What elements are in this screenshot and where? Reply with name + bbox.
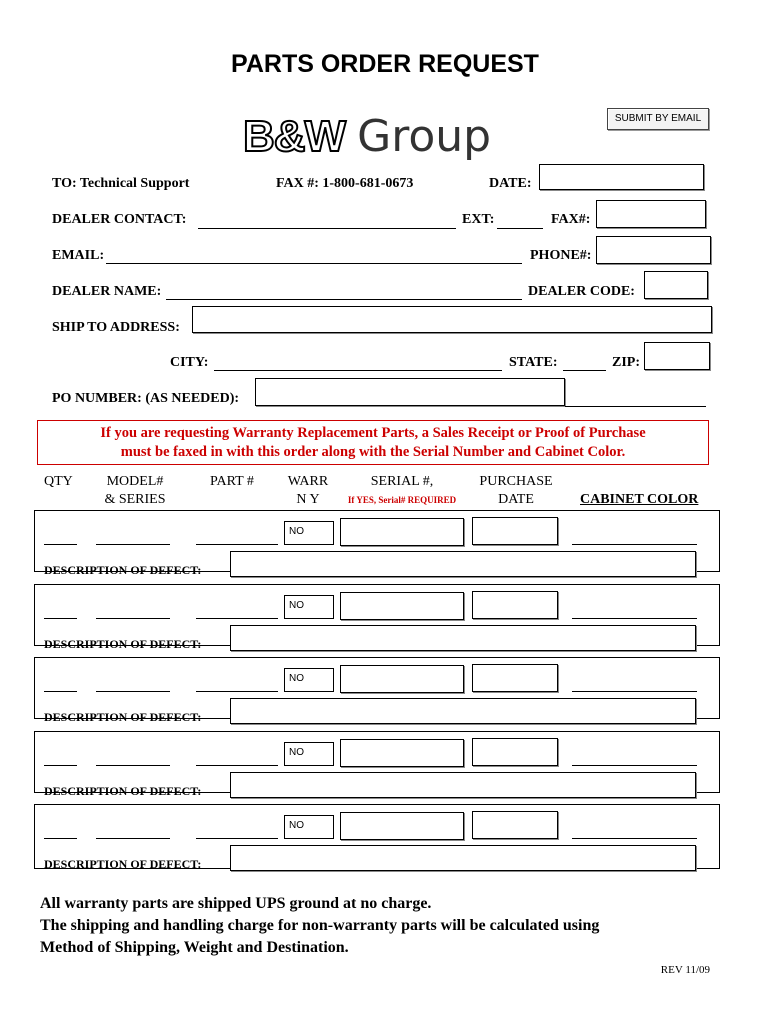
revision-label: REV 11/09 <box>660 964 710 976</box>
description-of-defect-label: DESCRIPTION OF DEFECT: <box>44 637 202 651</box>
dealer-code-field[interactable] <box>644 271 708 299</box>
qty-field[interactable] <box>44 764 77 766</box>
part-field[interactable] <box>196 764 278 766</box>
qty-field[interactable] <box>44 837 77 839</box>
warranty-warning <box>37 420 709 465</box>
footer-line-3: Method of Shipping, Weight and Destination. <box>40 939 349 956</box>
purchase-date-field[interactable] <box>472 664 558 692</box>
description-of-defect-label: DESCRIPTION OF DEFECT: <box>44 563 202 577</box>
dealer-contact-label: DEALER CONTACT: <box>52 212 187 227</box>
fax-label: FAX#: <box>551 212 591 227</box>
col-warr <box>280 473 336 509</box>
ship-to-address-field[interactable] <box>192 306 712 333</box>
qty-field[interactable] <box>44 690 77 692</box>
col-model-line2: & SERIES <box>104 492 166 507</box>
warranty-select[interactable]: NO <box>284 521 334 545</box>
col-serial <box>340 473 464 509</box>
phone-label: PHONE#: <box>530 248 592 263</box>
description-of-defect-field[interactable] <box>230 772 696 798</box>
zip-field[interactable] <box>644 342 710 370</box>
purchase-date-field[interactable] <box>472 591 558 619</box>
model-field[interactable] <box>96 837 170 839</box>
description-of-defect-field[interactable] <box>230 698 696 724</box>
qty-field[interactable] <box>44 543 77 545</box>
description-of-defect-label: DESCRIPTION OF DEFECT: <box>44 857 202 871</box>
po-number-label: PO NUMBER: (AS NEEDED): <box>52 391 240 406</box>
po-number-underline <box>565 405 706 407</box>
cabinet-color-field[interactable] <box>572 764 697 766</box>
part-field[interactable] <box>196 617 278 619</box>
part-field[interactable] <box>196 837 278 839</box>
serial-number-field[interactable] <box>340 812 464 840</box>
dealer-code-label: DEALER CODE: <box>528 284 635 299</box>
description-of-defect-label: DESCRIPTION OF DEFECT: <box>44 784 202 798</box>
dealer-name-field[interactable] <box>166 298 522 300</box>
submit-by-email-button[interactable]: SUBMIT BY EMAIL <box>607 108 709 130</box>
col-purchase-date <box>470 473 562 509</box>
ship-to-label: SHIP TO ADDRESS: <box>52 320 180 335</box>
city-label: CITY: <box>170 355 209 370</box>
col-warr-line2: N Y <box>296 492 320 507</box>
cabinet-color-field[interactable] <box>572 690 697 692</box>
warning-line-1: If you are requesting Warranty Replacement Parts, a Sales Receipt or Proof of Purchase <box>100 425 646 441</box>
description-of-defect-field[interactable] <box>230 551 696 577</box>
col-serial-line1: SERIAL #, <box>370 474 434 489</box>
ext-label: EXT: <box>462 212 495 227</box>
warning-line-2: must be faxed in with this order along with the Serial Number and Cabinet Color. <box>120 444 626 460</box>
footer-line-1: All warranty parts are shipped UPS ground at no charge. <box>40 895 432 912</box>
description-of-defect-label: DESCRIPTION OF DEFECT: <box>44 710 202 724</box>
col-purchase-line1: PURCHASE <box>479 474 553 489</box>
col-model <box>94 473 176 509</box>
col-part: PART # <box>210 474 254 489</box>
state-label: STATE: <box>509 355 558 370</box>
zip-label: ZIP: <box>612 355 640 370</box>
city-field[interactable] <box>214 369 502 371</box>
email-label: EMAIL: <box>52 248 105 263</box>
warranty-select[interactable]: NO <box>284 815 334 839</box>
part-field[interactable] <box>196 543 278 545</box>
logo-group: Group <box>357 111 492 162</box>
col-cabinet-color: CABINET COLOR <box>580 492 699 507</box>
phone-field[interactable] <box>596 236 711 264</box>
cabinet-color-field[interactable] <box>572 837 697 839</box>
warranty-select[interactable]: NO <box>284 595 334 619</box>
state-field[interactable] <box>563 369 606 371</box>
date-label: DATE: <box>489 176 532 191</box>
model-field[interactable] <box>96 690 170 692</box>
po-number-field[interactable] <box>255 378 565 406</box>
dealer-contact-field[interactable] <box>198 227 456 229</box>
serial-number-field[interactable] <box>340 518 464 546</box>
serial-number-field[interactable] <box>340 739 464 767</box>
model-field[interactable] <box>96 543 170 545</box>
date-field[interactable] <box>539 164 704 190</box>
shipping-note <box>40 893 599 959</box>
email-field[interactable] <box>106 262 522 264</box>
to-label: TO: Technical Support <box>52 176 190 191</box>
ext-field[interactable] <box>497 227 543 229</box>
purchase-date-field[interactable] <box>472 811 558 839</box>
warranty-select[interactable]: NO <box>284 742 334 766</box>
part-field[interactable] <box>196 690 278 692</box>
logo-bw: B&W <box>243 112 346 161</box>
model-field[interactable] <box>96 764 170 766</box>
col-warr-line1: WARR <box>287 474 329 489</box>
qty-field[interactable] <box>44 617 77 619</box>
page-title: PARTS ORDER REQUEST <box>231 50 539 78</box>
col-serial-note: If YES, Serial# REQUIRED <box>347 495 457 505</box>
fax-field[interactable] <box>596 200 706 228</box>
purchase-date-field[interactable] <box>472 517 558 545</box>
col-qty: QTY <box>44 474 73 489</box>
dealer-name-label: DEALER NAME: <box>52 284 162 299</box>
purchase-date-field[interactable] <box>472 738 558 766</box>
col-model-line1: MODEL# <box>106 474 164 489</box>
model-field[interactable] <box>96 617 170 619</box>
cabinet-color-field[interactable] <box>572 543 697 545</box>
footer-line-2: The shipping and handling charge for non-warranty parts will be calculated using <box>40 917 600 934</box>
description-of-defect-field[interactable] <box>230 625 696 651</box>
bw-group-logo <box>243 112 491 162</box>
warranty-select[interactable]: NO <box>284 668 334 692</box>
description-of-defect-field[interactable] <box>230 845 696 871</box>
fax-number-label: FAX #: 1-800-681-0673 <box>276 176 414 191</box>
serial-number-field[interactable] <box>340 592 464 620</box>
col-purchase-line2: DATE <box>498 492 534 507</box>
cabinet-color-field[interactable] <box>572 617 697 619</box>
serial-number-field[interactable] <box>340 665 464 693</box>
